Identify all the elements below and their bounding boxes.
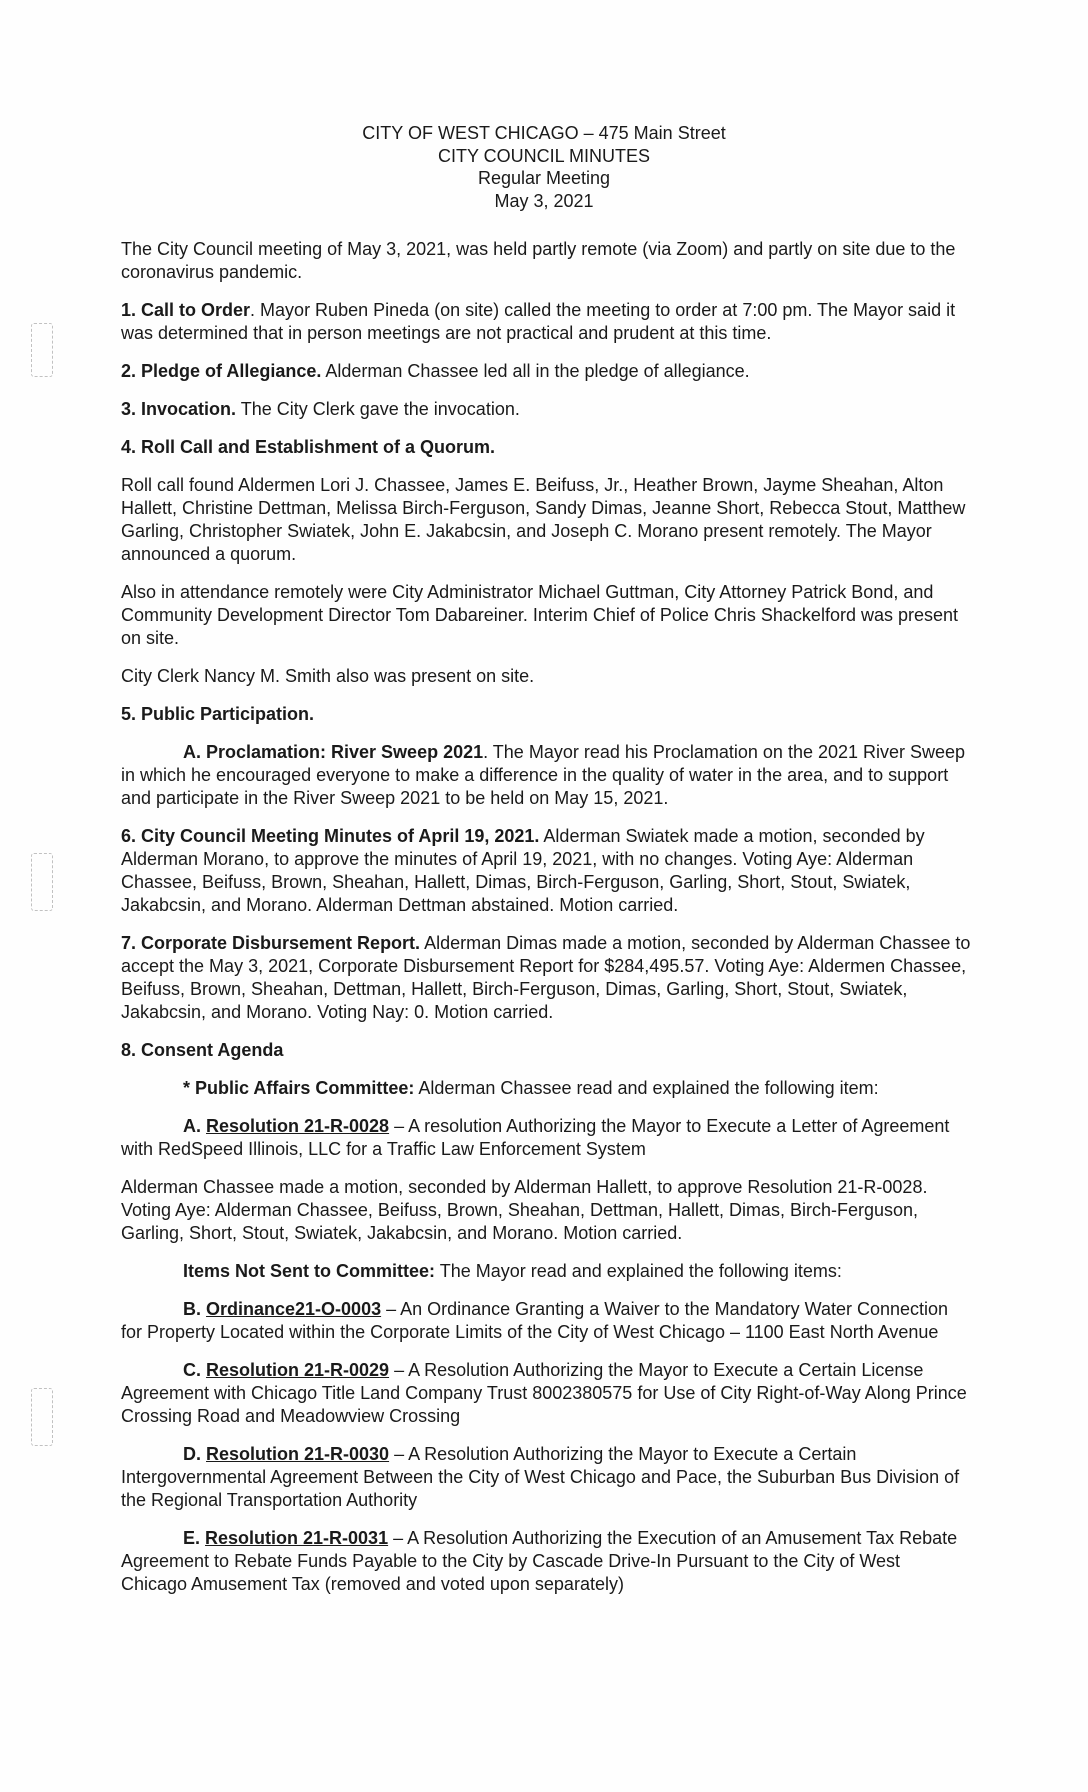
- agenda-item-e: [121, 1527, 971, 1596]
- item-text: – A Resolution Authorizing the Mayor to Execute a Certain Intergovernmental Agreement Between the City of West Chicago and Pace, the Suburban Bus Division of the Regional Transportation Authority: [121, 1444, 960, 1510]
- section-text: The City Clerk gave the invocation.: [236, 399, 520, 419]
- section-text: . Mayor Ruben Pineda (on site) called the meeting to order at 7:00 pm. The Mayor said it was determined that in person meetings are not practical and prudent at this time.: [121, 300, 956, 343]
- section-heading: 3. Invocation.: [121, 399, 237, 419]
- items-not-sent-to-committee: [121, 1260, 971, 1283]
- section-call-to-order: [121, 299, 971, 345]
- intro-paragraph: The City Council meeting of May 3, 2021, was held partly remote (via Zoom) and partly on site due to the coronavirus pandemic.: [121, 239, 956, 282]
- item-text: – A Resolution Authorizing the Mayor to Execute a Certain License Agreement with Chicago Title Land Company Trust 8002380575 for Use of City Right-of-Way Along Prince Crossing Road and Meadowview Crossing: [121, 1360, 967, 1426]
- section-pledge: [121, 360, 971, 383]
- item-reference: Resolution 21-R-0031: [205, 1528, 389, 1548]
- item-text: – A resolution Authorizing the Mayor to Execute a Letter of Agreement with RedSpeed Illinois, LLC for a Traffic Law Enforcement System: [121, 1116, 950, 1159]
- binder-hole-mark: [31, 323, 53, 377]
- item-label: B.: [183, 1299, 201, 1319]
- committee-heading: * Public Affairs Committee:: [183, 1078, 415, 1098]
- header-meeting-type: Regular Meeting: [477, 168, 611, 188]
- item-text: . The Mayor read his Proclamation on the 2021 River Sweep in which he encouraged everyone to make a difference in the quality of water in the area, and to support and participate in the River Sweep 2021 to be held on May 15, 2021.: [121, 742, 966, 808]
- agenda-item-a: [121, 1115, 971, 1161]
- header-address: CITY OF WEST CHICAGO – 475 Main Street: [362, 123, 726, 143]
- item-reference: Resolution 21-R-0030: [206, 1444, 390, 1464]
- section-disbursement-report: [121, 932, 971, 1024]
- minutes-body: [121, 238, 971, 1611]
- committee-text: The Mayor read and explained the following items:: [435, 1261, 842, 1281]
- item-text: – An Ordinance Granting a Waiver to the Mandatory Water Connection for Property Located within the Corporate Limits of the City of West Chicago – 1100 East North Avenue: [121, 1299, 949, 1342]
- item-label: E.: [183, 1528, 201, 1548]
- section-text: Alderman Chassee led all in the pledge of allegiance.: [321, 361, 750, 381]
- clerk-paragraph: City Clerk Nancy M. Smith also was present on site.: [121, 666, 535, 686]
- document-header: [0, 122, 1088, 212]
- item-text: – A Resolution Authorizing the Execution of an Amusement Tax Rebate Agreement to Rebate Funds Payable to the City by Cascade Drive-In Pursuant to the City of West Chicago Amusement Tax (removed and voted upon separately): [121, 1528, 958, 1594]
- committee-text: Alderman Chassee read and explained the following item:: [414, 1078, 879, 1098]
- section-invocation: [121, 398, 971, 421]
- section-heading: 7. Corporate Disbursement Report.: [121, 933, 421, 953]
- item-label: A.: [183, 1116, 201, 1136]
- section-heading: 8. Consent Agenda: [121, 1040, 284, 1060]
- agenda-item-b: [121, 1298, 971, 1344]
- section-consent-agenda: [121, 1039, 971, 1062]
- section-text: Alderman Swiatek made a motion, seconded by Alderman Morano, to approve the minutes of April 19, 2021, with no changes. Voting Aye: Alderman Chassee, Beifuss, Brown, Sheahan, Hallett, Dimas, Birch-Ferguson, Garling, Short, Stout, Swiatek, Jakabcsin, and Morano. Alderman Dettman abstained. Motion carried.: [121, 826, 925, 915]
- section-heading: 6. City Council Meeting Minutes of April 19, 2021.: [121, 826, 540, 846]
- roll-call-paragraph: Roll call found Aldermen Lori J. Chassee, James E. Beifuss, Jr., Heather Brown, Jayme Sheahan, Alton Hallett, Christine Dettman, Melissa Birch-Ferguson, Sandy Dimas, Jeanne Short, Rebecca Stout, Matthew Garling, Christopher Swiatek, John E. Jakabcsin, and Joseph C. Morano present remotely. The Mayor announced a quorum.: [121, 475, 966, 564]
- item-reference: Resolution 21-R-0029: [206, 1360, 390, 1380]
- item-reference: Resolution 21-R-0028: [206, 1116, 390, 1136]
- header-title: CITY COUNCIL MINUTES: [437, 145, 651, 166]
- header-date: May 3, 2021: [494, 190, 594, 211]
- proclamation-item: [121, 741, 971, 810]
- binder-hole-mark: [31, 1388, 53, 1446]
- agenda-item-c: [121, 1359, 971, 1428]
- item-heading: A. Proclamation: River Sweep 2021: [183, 742, 484, 762]
- binder-hole-mark: [31, 853, 53, 911]
- section-text: Alderman Dimas made a motion, seconded by Alderman Chassee to accept the May 3, 2021, Corporate Disbursement Report for $284,495.57. Voting Aye: Aldermen Chassee, Beifuss, Brown, Sheahan, Dettman, Hallett, Birch-Ferguson, Dimas, Garling, Short, Stout, Swiatek, Jakabcsin, and Morano. Voting Nay: 0. Motion carried.: [121, 933, 971, 1022]
- item-label: D.: [183, 1444, 201, 1464]
- item-label: C.: [183, 1360, 201, 1380]
- section-public-participation: [121, 703, 971, 726]
- attendance-paragraph: Also in attendance remotely were City Administrator Michael Guttman, City Attorney Patrick Bond, and Community Development Director Tom Dabareiner. Interim Chief of Police Chris Shackelford was present on site.: [121, 582, 959, 648]
- section-heading: 1. Call to Order: [121, 300, 251, 320]
- committee-heading: Items Not Sent to Committee:: [183, 1261, 436, 1281]
- section-heading: 2. Pledge of Allegiance.: [121, 361, 322, 381]
- agenda-item-d: [121, 1443, 971, 1512]
- section-heading: 5. Public Participation.: [121, 704, 315, 724]
- section-roll-call-heading: [121, 436, 971, 459]
- agenda-item-a-motion: Alderman Chassee made a motion, seconded by Alderman Hallett, to approve Resolution 21-R-0028. Voting Aye: Alderman Chassee, Beifuss, Brown, Sheahan, Dettman, Hallett, Dimas, Birch-Ferguson, Garling, Short, Stout, Swiatek, Jakabcsin, and Morano. Motion carried.: [121, 1177, 928, 1243]
- section-heading: 4. Roll Call and Establishment of a Quorum.: [121, 437, 496, 457]
- public-affairs-committee: [121, 1077, 971, 1100]
- section-minutes-approval: [121, 825, 971, 917]
- item-reference: Ordinance21-O-0003: [206, 1299, 382, 1319]
